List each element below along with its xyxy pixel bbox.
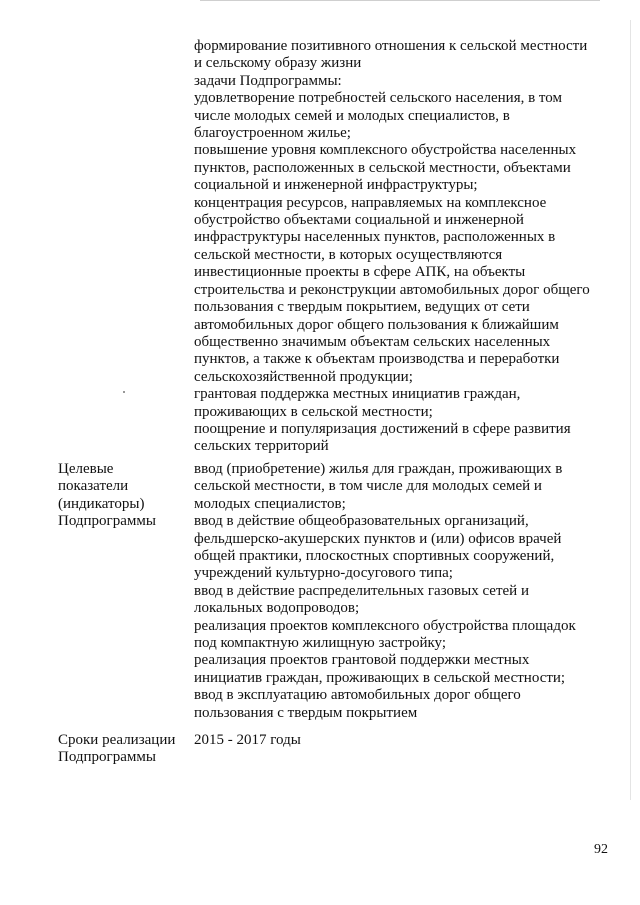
goals-line: обустройство объектами социальной и инженерной: [194, 212, 524, 229]
goals-line: благоустроенном жилье;: [194, 125, 351, 142]
indicators-line: общей практики, плоскостных спортивных сооружений,: [194, 548, 555, 565]
indicators-line: ввод (приобретение) жилья для граждан, проживающих в: [194, 461, 563, 477]
indicators-line: ввод в действие общеобразовательных организаций,: [194, 513, 529, 530]
top-scan-rule: [200, 0, 600, 1]
indicators-line: учреждений культурно-досугового типа;: [194, 565, 453, 582]
right-scan-edge: [630, 20, 631, 800]
goals-line: задачи Подпрограммы:: [194, 72, 342, 89]
indicators-line: под компактную жилищную застройку;: [194, 635, 447, 652]
goals-line: повышение уровня комплексного обустройства населенных: [194, 142, 577, 159]
indicators-label-line: показатели: [58, 478, 129, 495]
goals-line: формирование позитивного отношения к сельской местности: [194, 38, 588, 54]
indicators-line: пользования с твердым покрытием: [194, 704, 418, 721]
goals-continuation-text: [194, 38, 590, 456]
indicators-label-line: Подпрограммы: [58, 513, 156, 530]
goals-line: концентрация ресурсов, направляемых на комплексное: [194, 194, 547, 211]
term-label-line: Сроки реализации: [58, 732, 176, 748]
goals-line: автомобильных дорог общего пользования к ближайшим: [194, 316, 559, 333]
scan-speck: [123, 391, 125, 393]
goals-line: строительства и реконструкции автомобильных дорог общего: [194, 281, 590, 298]
indicators-line: локальных водопроводов;: [194, 600, 360, 617]
goals-line: числе молодых семей и молодых специалистов, в: [194, 107, 510, 124]
goals-line: проживающих в сельской местности;: [194, 403, 433, 420]
term-label: [58, 732, 175, 767]
goals-line: инфраструктуры населенных пунктов, расположенных в: [194, 229, 556, 246]
goals-line: грантовая поддержка местных инициатив граждан,: [194, 386, 521, 403]
indicators-line: инициатив граждан, проживающих в сельской местности;: [194, 669, 566, 686]
goals-line: инвестиционные проекты в сфере АПК, на объекты: [194, 264, 526, 281]
indicators-line: фельдшерско-акушерских пунктов и (или) офисов врачей: [194, 530, 562, 547]
goals-line: сельской местности, в которых осуществляются: [194, 246, 503, 263]
indicators-line: молодых специалистов;: [194, 495, 346, 512]
term-line: 2015 - 2017 годы: [194, 732, 301, 748]
indicators-label-line: Целевые: [58, 461, 114, 477]
indicators-label: [58, 461, 156, 531]
page-number: 92: [594, 842, 608, 857]
indicators-line: ввод в действие распределительных газовых сетей и: [194, 582, 529, 599]
term-text: [194, 732, 301, 749]
goals-line: пунктов, расположенных в сельской местности, объектами: [194, 159, 571, 176]
goals-line: пунктов, а также к объектам производства и переработки: [194, 351, 560, 368]
term-label-line: Подпрограммы: [58, 749, 156, 766]
goals-line: удовлетворение потребностей сельского населения, в том: [194, 90, 562, 107]
goals-line: социальной и инженерной инфраструктуры;: [194, 177, 478, 194]
indicators-label-line: (индикаторы): [58, 495, 145, 512]
goals-line: и сельскому образу жизни: [194, 55, 362, 72]
goals-line: сельских территорий: [194, 438, 329, 455]
indicators-line: ввод в эксплуатацию автомобильных дорог общего: [194, 687, 521, 704]
goals-line: пользования с твердым покрытием, ведущих от сети: [194, 299, 530, 316]
indicators-line: сельской местности, в том числе для молодых семей и: [194, 478, 542, 495]
indicators-line: реализация проектов комплексного обустройства площадок: [194, 617, 576, 634]
goals-line: общественно значимым объектам сельских населенных: [194, 333, 551, 350]
indicators-line: реализация проектов грантовой поддержки местных: [194, 652, 530, 669]
indicators-text: [194, 461, 576, 722]
goals-line: поощрение и популяризация достижений в сфере развития: [194, 420, 571, 437]
goals-line: сельскохозяйственной продукции;: [194, 368, 413, 385]
